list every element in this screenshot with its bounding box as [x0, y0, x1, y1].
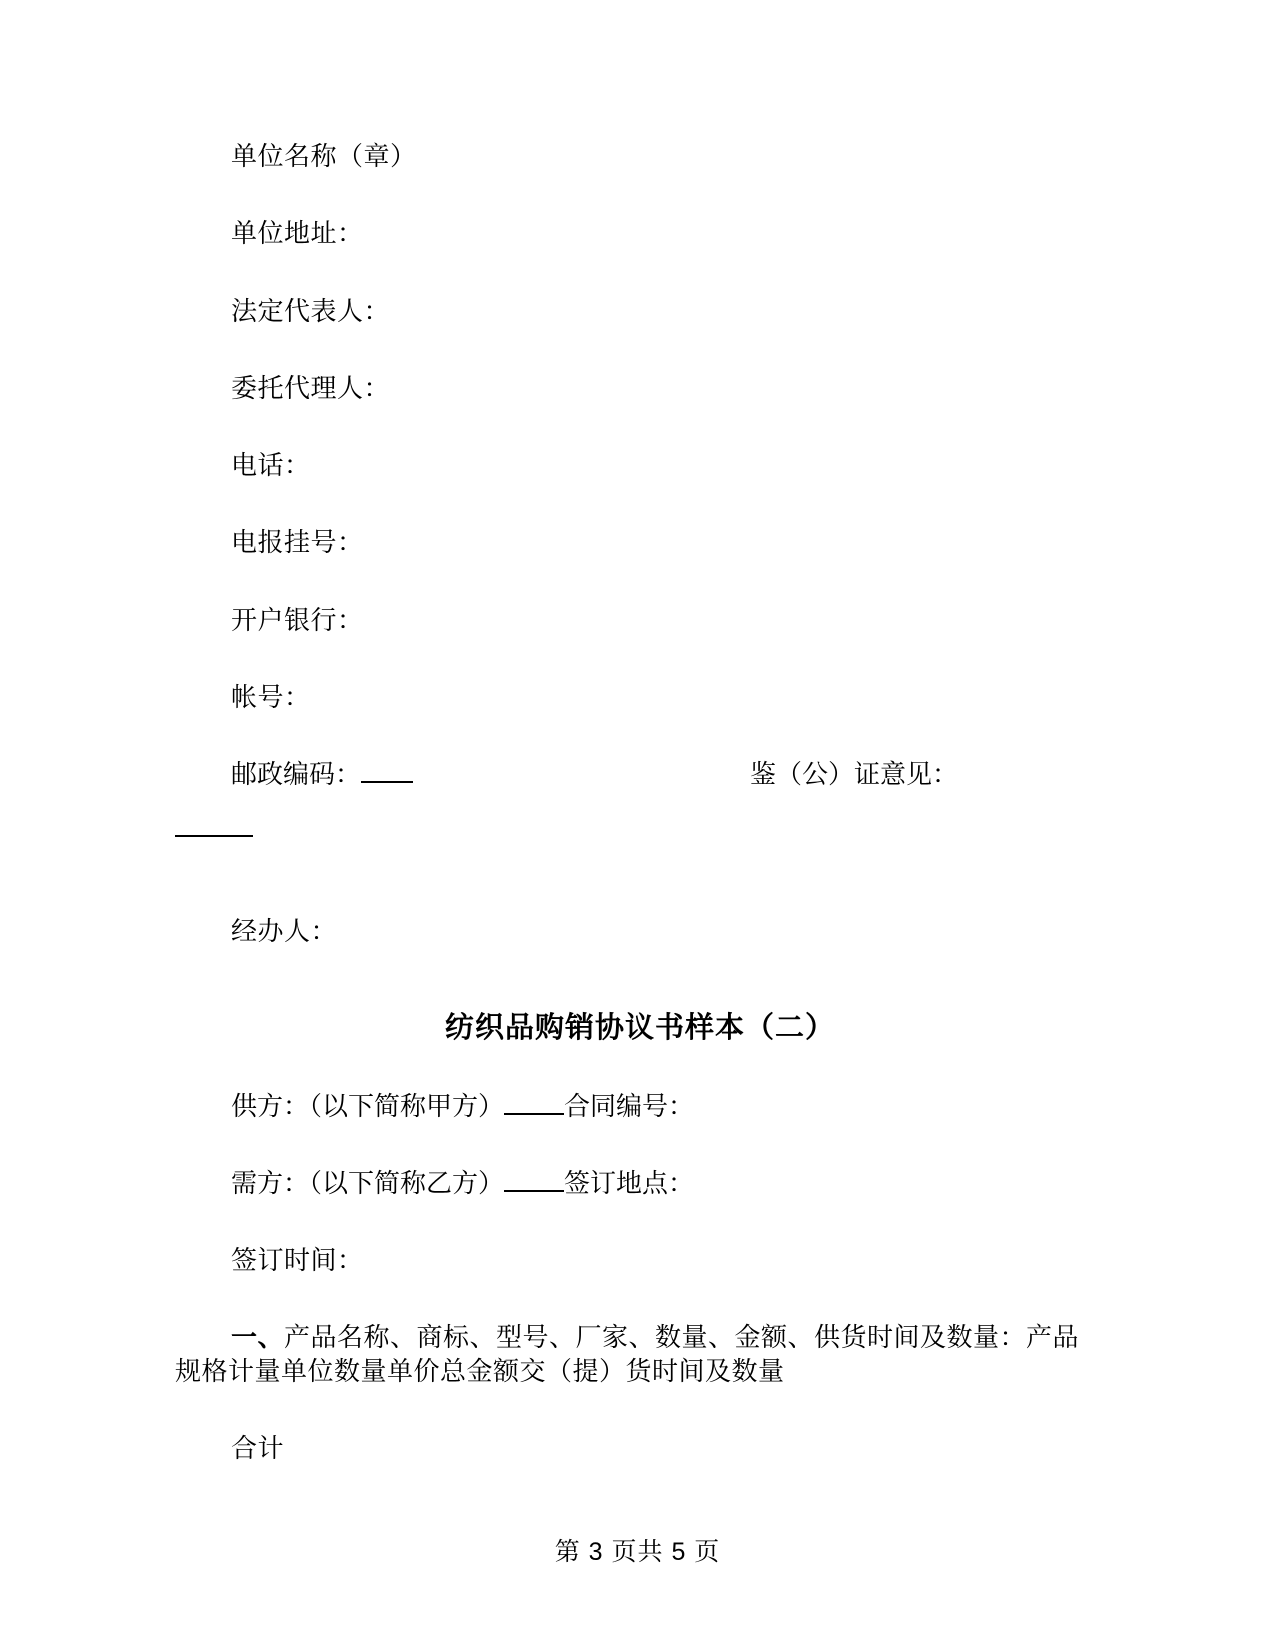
notarization-blank: [175, 835, 253, 837]
sign-time-label: 签订时间：: [231, 1245, 364, 1276]
postcode-label: 邮政编码：: [175, 758, 413, 791]
buyer-line: 需方：（以下简称乙方） 签订地点：: [231, 1167, 695, 1198]
clause-one-number: 一、: [231, 1322, 285, 1353]
notarization-blank-row: [175, 835, 1105, 881]
clause-one: [175, 1321, 1105, 1388]
party-telegram-number: 电报挂号：: [231, 527, 364, 558]
total-label: 合计: [231, 1432, 285, 1463]
buyer-blank: [504, 1190, 564, 1192]
party-legal-representative: 法定代表人：: [231, 295, 391, 326]
supplier-blank: [504, 1113, 564, 1115]
buyer-row: [175, 1167, 1105, 1200]
clause-one-text: 产品名称、商标、型号、厂家、数量、金额、供货时间及数量：产品规格计量单位数量单价总金额交（提）货时间及数量: [175, 1322, 1080, 1386]
party-telephone: 电话：: [231, 450, 311, 481]
page-footer: 第 3 页共 5 页: [554, 1538, 721, 1566]
party-account-number: 帐号：: [231, 681, 311, 712]
document-body: [175, 140, 1105, 1509]
supplier-row: [175, 1090, 1105, 1123]
handler-label: 经办人：: [231, 916, 338, 947]
section-title: 纺织品购销协议书样本（二）: [444, 1011, 835, 1044]
postcode-notarization-row: [175, 758, 1105, 791]
party-unit-name: 单位名称（章）: [231, 141, 417, 171]
party-authorized-agent: 委托代理人：: [231, 372, 391, 403]
notarization-opinion-label: 鉴（公）证意见：: [750, 759, 959, 790]
party-bank: 开户银行：: [231, 604, 364, 635]
supplier-line: 供方：（以下简称甲方） 合同编号：: [231, 1090, 695, 1121]
postcode-blank: [361, 781, 413, 783]
party-unit-address: 单位地址：: [231, 218, 364, 249]
